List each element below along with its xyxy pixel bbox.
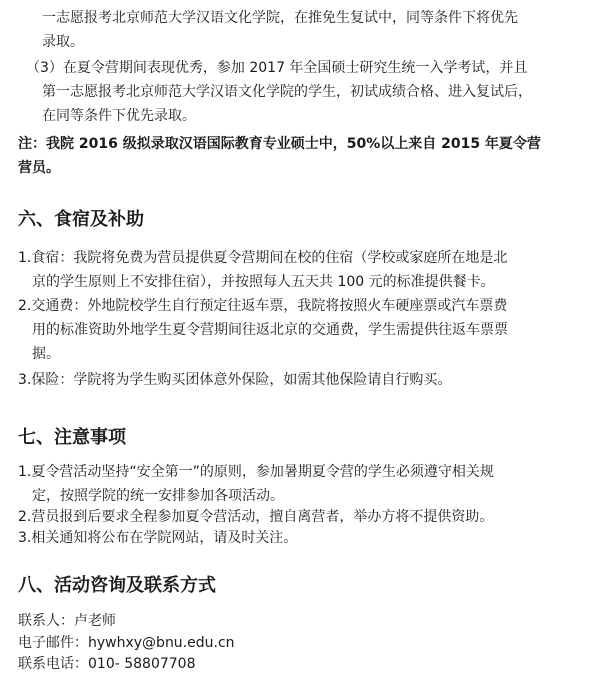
note-line-2: 营员。 [18, 160, 60, 176]
section-7-item-2-line-1: 2.营员报到后要求全程参加夏令营活动，擅自离营者，举办方将不提供资助。 [18, 509, 494, 525]
email-label: 电子邮件： [18, 635, 88, 651]
section-6-item-2-line-2: 用的标准资助外地学生夏令营期间往返北京的交通费，学生需提供往返车票票 [32, 322, 508, 338]
section-6-item-3-line-1: 3.保险：学院将为学生购买团体意外保险，如需其他保险请自行购买。 [18, 372, 452, 388]
contact-value: 卢老师 [74, 613, 116, 629]
note-line-1: 注：我院 2016 级拟录取汉语国际教育专业硕士中，50%以上来自 2015 年夏令营 [18, 136, 541, 152]
intro-item3-line-1: （3）在夏令营期间表现优秀，参加 2017 年全国硕士研究生统一入学考试，并且 [26, 60, 528, 76]
section-6-heading: 六、食宿及补助 [18, 209, 144, 230]
email-row [18, 633, 235, 653]
phone-row [18, 654, 195, 674]
phone-value: 010- 58807708 [88, 656, 196, 672]
section-6-item-2-line-1: 2.交通费：外地院校学生自行预定往返车票，我院将按照火车硬座票或汽车票费 [18, 298, 508, 314]
section-7-item-1-line-1: 1.夏令营活动坚持“安全第一”的原则，参加暑期夏令营的学生必须遵守相关规 [18, 464, 494, 480]
email-value: hywhxy@bnu.edu.cn [88, 635, 235, 651]
section-6-item-1-line-2: 京的学生原则上不安排住宿），并按照每人五天共 100 元的标准提供餐卡。 [32, 274, 495, 290]
contact-label: 联系人： [18, 613, 74, 629]
contact-row [18, 611, 116, 631]
section-7-heading: 七、注意事项 [18, 427, 126, 448]
section-8-heading: 八、活动咨询及联系方式 [18, 575, 216, 596]
section-7-item-1-line-2: 定，按照学院的统一安排参加各项活动。 [32, 488, 284, 504]
intro-line-2: 录取。 [42, 34, 84, 50]
section-6-item-1-line-1: 1.食宿：我院将免费为营员提供夏令营期间在校的住宿（学校或家庭所在地是北 [18, 250, 508, 266]
intro-line-1: 一志愿报考北京师范大学汉语文化学院，在推免生复试中，同等条件下将优先 [42, 10, 518, 26]
section-6-item-2-line-3: 据。 [32, 346, 60, 362]
intro-item3-line-2: 第一志愿报考北京师范大学汉语文化学院的学生，初试成绩合格、进入复试后， [42, 84, 532, 100]
intro-item3-line-3: 在同等条件下优先录取。 [42, 108, 196, 124]
section-7-item-3-line-1: 3.相关通知将公布在学院网站，请及时关注。 [18, 530, 298, 546]
phone-label: 联系电话： [18, 656, 88, 672]
